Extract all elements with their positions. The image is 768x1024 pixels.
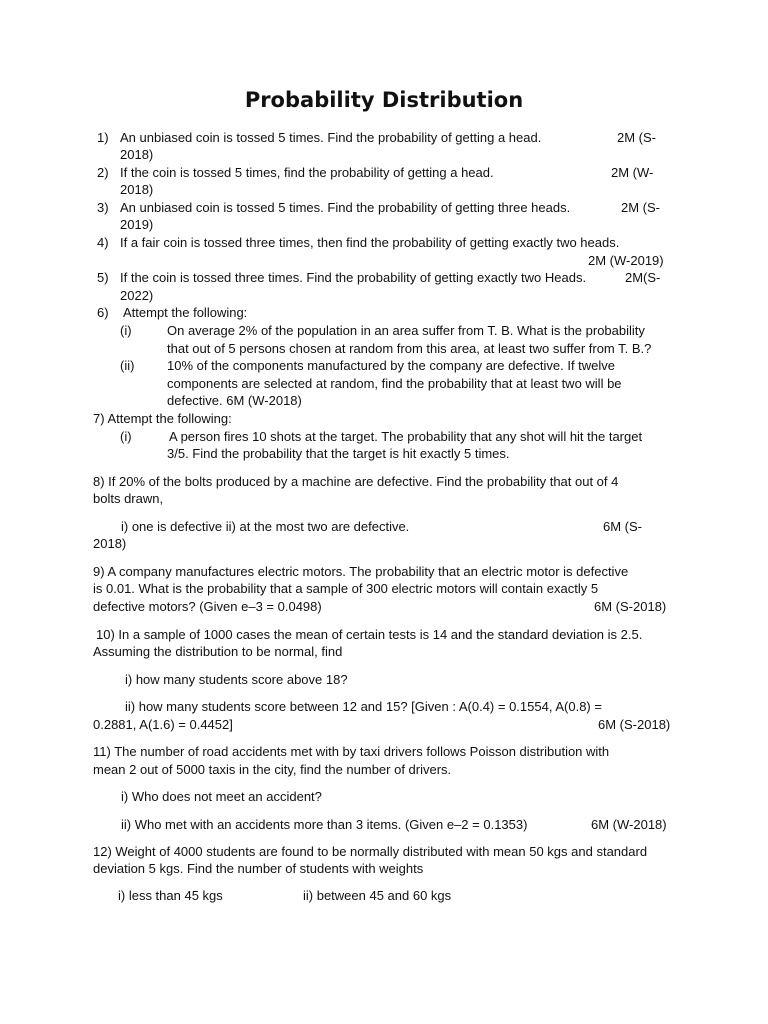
q8-mark: 6M (S- — [603, 519, 642, 534]
q3-text: An unbiased coin is tossed 5 times. Find the probability of getting three heads. — [120, 200, 571, 215]
q3-mark-cont: 2019) — [120, 217, 154, 232]
q11-line2: mean 2 out of 5000 taxis in the city, find the number of drivers. — [93, 762, 452, 777]
q5-mark-cont: 2022) — [120, 288, 154, 303]
q10-sub1: i) how many students score above 18? — [125, 672, 348, 687]
q6-ii-number: (ii) — [120, 358, 135, 373]
q2-text: If the coin is tossed 5 times, find the probability of getting a head. — [120, 165, 494, 180]
q6-ii-line2: components are selected at random, find the probability that at least two will be — [167, 376, 622, 391]
q9-line2: is 0.01. What is the probability that a sample of 300 electric motors will contain exactly 5 — [93, 581, 599, 596]
q11-sub2: ii) Who met with an accidents more than 3 items. (Given e–2 = 0.1353) — [121, 817, 528, 832]
q5-text: If the coin is tossed three times. Find the probability of getting exactly two Heads. — [120, 270, 587, 285]
q2-mark-cont: 2018) — [120, 182, 154, 197]
q4-mark: 2M (W-2019) — [588, 253, 664, 268]
q9-mark: 6M (S-2018) — [594, 599, 667, 614]
q12-sub1: i) less than 45 kgs — [118, 888, 223, 903]
page-title: Probability Distribution — [244, 88, 524, 112]
q1-number: 1) — [97, 130, 109, 145]
q10-line1: 10) In a sample of 1000 cases the mean of certain tests is 14 and the standard deviation is 2.5. — [96, 627, 643, 642]
q10-mark: 6M (S-2018) — [598, 717, 671, 732]
q12-line1: 12) Weight of 4000 students are found to be normally distributed with mean 50 kgs and standard — [93, 844, 648, 859]
q6-i-line1: On average 2% of the population in an area suffer from T. B. What is the probability — [167, 323, 645, 338]
q6-number: 6) — [97, 305, 109, 320]
q3-number: 3) — [97, 200, 109, 215]
q8-line2: bolts drawn, — [93, 491, 164, 506]
q1-mark: 2M (S- — [617, 130, 656, 145]
q7-i-line1: A person fires 10 shots at the target. The probability that any shot will hit the target — [169, 429, 643, 444]
q6-i-number: (i) — [120, 323, 132, 338]
q1-text: An unbiased coin is tossed 5 times. Find the probability of getting a head. — [120, 130, 542, 145]
q10-sub2: ii) how many students score between 12 and 15? [Given : A(0.4) = 0.1554, A(0.8) = — [125, 699, 602, 714]
q8-mark-cont: 2018) — [93, 536, 127, 551]
q10-sub2-cont: 0.2881, A(1.6) = 0.4452] — [93, 717, 233, 732]
q8-subparts: i) one is defective ii) at the most two are defective. — [121, 519, 410, 534]
q9-line1: 9) A company manufactures electric motors. The probability that an electric motor is defective — [93, 564, 629, 579]
q10-line2: Assuming the distribution to be normal, find — [93, 644, 343, 659]
q5-number: 5) — [97, 270, 109, 285]
q12-sub2: ii) between 45 and 60 kgs — [303, 888, 452, 903]
q7-i-line2: 3/5. Find the probability that the target is hit exactly 5 times. — [167, 446, 510, 461]
q2-mark: 2M (W- — [611, 165, 654, 180]
q8-line1: 8) If 20% of the bolts produced by a machine are defective. Find the probability that out of 4 — [93, 474, 619, 489]
q6-ii-line3: defective. 6M (W-2018) — [167, 393, 302, 408]
q1-mark-cont: 2018) — [120, 147, 154, 162]
q6-i-line2: that out of 5 persons chosen at random from this area, at least two suffer from T. B.? — [167, 341, 652, 356]
q6-text: Attempt the following: — [123, 305, 248, 320]
q12-line2: deviation 5 kgs. Find the number of students with weights — [93, 861, 424, 876]
q9-line3: defective motors? (Given e–3 = 0.0498) — [93, 599, 322, 614]
q2-number: 2) — [97, 165, 109, 180]
q6-ii-line1: 10% of the components manufactured by the company are defective. If twelve — [167, 358, 616, 373]
q4-text: If a fair coin is tossed three times, then find the probability of getting exactly two heads. — [120, 235, 620, 250]
q11-sub1: i) Who does not meet an accident? — [121, 789, 322, 804]
q7-i-number: (i) — [120, 429, 132, 444]
q7-text: 7) Attempt the following: — [93, 411, 232, 426]
q11-mark: 6M (W-2018) — [591, 817, 667, 832]
q5-mark: 2M(S- — [625, 270, 661, 285]
q4-number: 4) — [97, 235, 109, 250]
q3-mark: 2M (S- — [621, 200, 660, 215]
q11-line1: 11) The number of road accidents met with by taxi drivers follows Poisson distribution with — [93, 744, 610, 759]
